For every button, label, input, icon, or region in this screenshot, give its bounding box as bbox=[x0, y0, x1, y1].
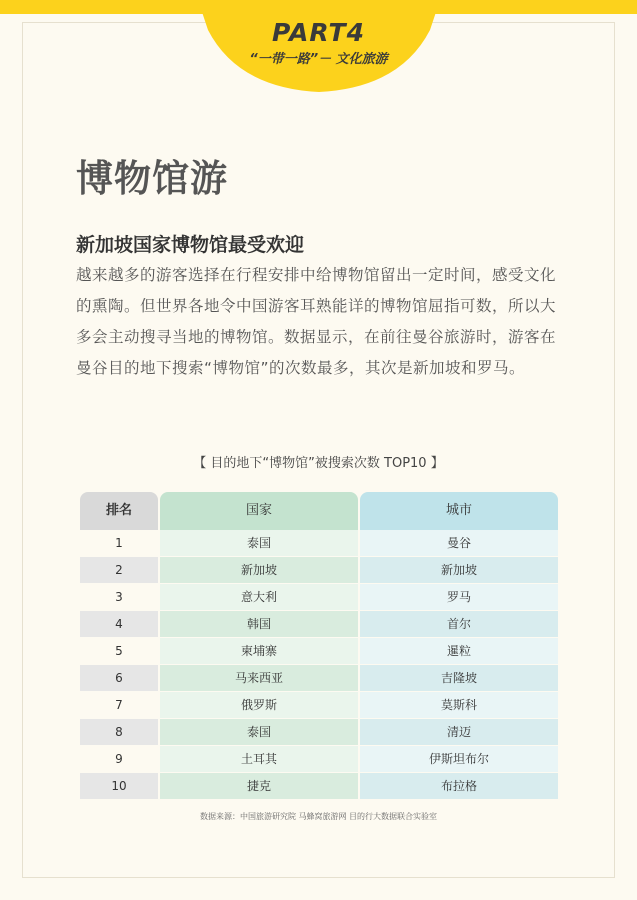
rank-cell: 1 bbox=[80, 530, 158, 556]
table-row bbox=[80, 746, 558, 773]
table-row bbox=[80, 557, 558, 584]
rank-cell: 7 bbox=[80, 692, 158, 718]
rank-cell: 9 bbox=[80, 746, 158, 772]
table-row bbox=[80, 530, 558, 557]
country-cell: 韩国 bbox=[160, 611, 358, 637]
header-rank: 排名 bbox=[80, 492, 158, 530]
country-cell: 意大利 bbox=[160, 584, 358, 610]
country-cell: 泰国 bbox=[160, 530, 358, 556]
header-country: 国家 bbox=[160, 492, 358, 530]
part-subtitle: “一带一路”－ 文化旅游 bbox=[249, 52, 388, 67]
table-row bbox=[80, 584, 558, 611]
body-paragraph: 越来越多的游客选择在行程安排中给博物馆留出一定时间，感受文化的熏陶。但世界各地令中国游客耳熟能详的博物馆屈指可数，所以大多会主动搜寻当地的博物馆。数据显示，在前往曼谷旅游时，游客在曼谷目的地下搜索“博物馆”的次数最多，其次是新加坡和罗马。 bbox=[76, 266, 557, 377]
data-source-note: 数据来源：中国旅游研究院 马蜂窝旅游网 目的行大数据联合实验室 bbox=[199, 812, 438, 821]
part-title: PART4 bbox=[272, 18, 365, 47]
country-cell: 捷克 bbox=[160, 773, 358, 799]
rank-cell: 8 bbox=[80, 719, 158, 745]
city-cell: 新加坡 bbox=[360, 557, 558, 583]
city-cell: 吉隆坡 bbox=[360, 665, 558, 691]
city-cell: 暹粒 bbox=[360, 638, 558, 664]
country-cell: 马来西亚 bbox=[160, 665, 358, 691]
city-cell: 清迈 bbox=[360, 719, 558, 745]
rank-cell: 2 bbox=[80, 557, 158, 583]
city-cell: 曼谷 bbox=[360, 530, 558, 556]
table-header bbox=[80, 492, 558, 530]
country-cell: 新加坡 bbox=[160, 557, 358, 583]
table-row bbox=[80, 665, 558, 692]
table-row bbox=[80, 611, 558, 638]
rank-cell: 3 bbox=[80, 584, 158, 610]
rank-cell: 6 bbox=[80, 665, 158, 691]
city-cell: 伊斯坦布尔 bbox=[360, 746, 558, 772]
header-city: 城市 bbox=[360, 492, 558, 530]
table-row bbox=[80, 692, 558, 719]
rank-cell: 4 bbox=[80, 611, 158, 637]
ranking-table bbox=[80, 492, 558, 800]
country-cell: 土耳其 bbox=[160, 746, 358, 772]
table-row bbox=[80, 773, 558, 800]
rank-cell: 10 bbox=[80, 773, 158, 799]
country-cell: 俄罗斯 bbox=[160, 692, 358, 718]
city-cell: 莫斯科 bbox=[360, 692, 558, 718]
sub-heading: 新加坡国家博物馆最受欢迎 bbox=[76, 234, 305, 256]
country-cell: 泰国 bbox=[160, 719, 358, 745]
table-row bbox=[80, 638, 558, 665]
table-caption: 【 目的地下“博物馆”被搜索次数 TOP10 】 bbox=[193, 456, 444, 471]
city-cell: 首尔 bbox=[360, 611, 558, 637]
country-cell: 柬埔寨 bbox=[160, 638, 358, 664]
table-row bbox=[80, 719, 558, 746]
rank-cell: 5 bbox=[80, 638, 158, 664]
section-heading: 博物馆游 bbox=[76, 157, 228, 200]
city-cell: 罗马 bbox=[360, 584, 558, 610]
city-cell: 布拉格 bbox=[360, 773, 558, 799]
